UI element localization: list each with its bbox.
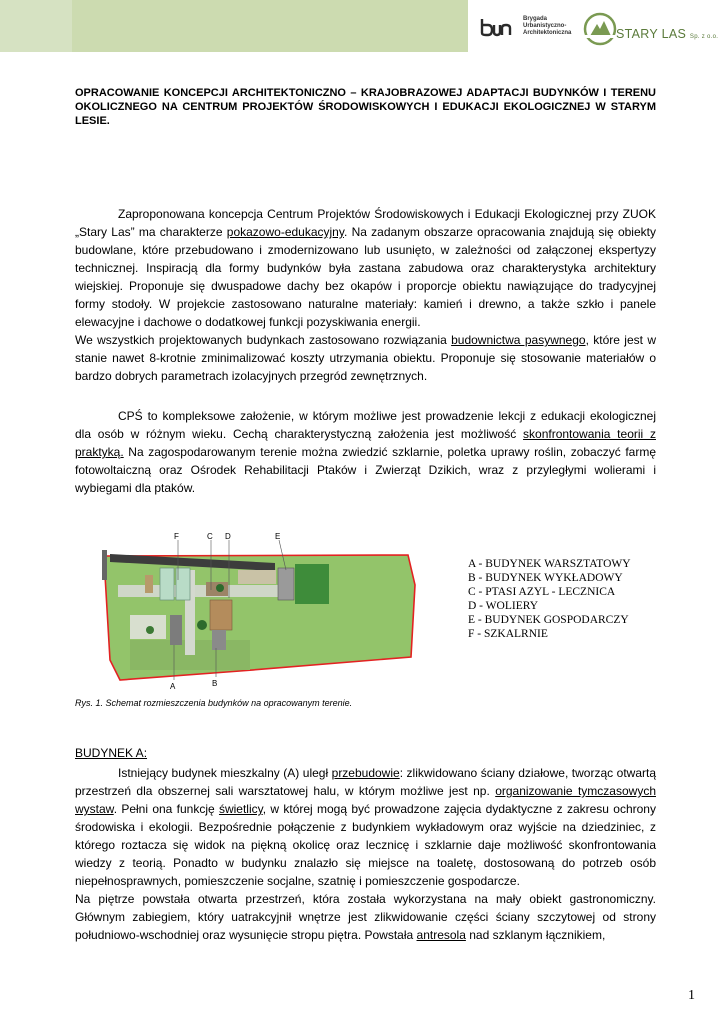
link-wystawy[interactable]: organizowanie tymczasowych wystaw	[75, 784, 656, 816]
intro-paragraphs	[75, 205, 656, 385]
header-band-accent	[0, 0, 72, 52]
building-b	[212, 630, 226, 650]
link-budownictwo[interactable]: budownictwa pasywnego	[451, 333, 586, 347]
bun-logo-icon	[480, 17, 514, 37]
brygada-logo-text: Brygada Urbanistyczno- Architektoniczna	[523, 16, 572, 36]
road-vertical	[102, 550, 107, 580]
stary-las-logo-text: STARY LAS Sp. z o.o.	[616, 27, 719, 41]
document-title: OPRACOWANIE KONCEPCJI ARCHITEKTONICZNO – KRAJOBRAZOWEJ ADAPTACJI BUDYNKÓW I TERENU OKOLICZNEGO NA CENTRUM PROJEKTÓW ŚRODOWISKOWYCH I EDUKACJI EKOLOGICZNEJ W STARYM LESIE.	[75, 87, 656, 127]
map-legend	[468, 557, 631, 641]
legend-item: D - WOLIERY	[468, 600, 539, 612]
map-label-c: C	[207, 532, 213, 541]
link-skonfrontowania[interactable]: skonfrontowania teorii z praktyką.	[75, 427, 656, 459]
shed	[145, 575, 153, 593]
cps-paragraph-wrap	[75, 407, 656, 497]
greenhouse-1	[160, 568, 174, 600]
link-antresola[interactable]: antresola	[416, 928, 466, 942]
paragraph-cps: CPŚ to kompleksowe założenie, w którym możliwe jest prowadzenie lekcji z edukacji ekologicznej dla osób w różnym wieku. Cechą charakterystyczną założenia jest możliwość skonfrontowania teorii z praktyką. Na zagospodarowanym terenie można zwiedzić szklarnie, poletka uprawy roślin, zobaczyć farmę fotowoltaiczną oraz Ośrodek Rehabilitacji Ptaków i Zwierząt Dzikich, wraz z przyległymi wolierami i wybiegami dla ptaków.	[75, 409, 656, 495]
paragraph-concept: Zaproponowana koncepcja Centrum Projektów Środowiskowych i Edukacji Ekologicznej przy ZUOK „Stary Las” ma charakterze pokazowo-edukacyjny. Na zadanym obszarze opracowania znajdują się obiekty budowlane, które przebudowano i zmodernizowano lub usunięto, w zależności od załączonej ekspertyzy technicznej. Inspiracją dla formy budynków była zastana zabudowa oraz charakterystyka architektury wiejskiej. Proponuje się dwuspadowe dachy bez okapów i proporcje obiektu nawiązujące do tradycyjnej formy stodoły. W projekcie zastosowano naturalne materiały: kamień i drewno, a także szkło i panele elewacyjne i dachowe o dodatkowej funkcji pozyskiwania energii.	[75, 207, 656, 329]
field-dark	[295, 564, 329, 604]
paragraph-building-a: Istniejący budynek mieszkalny (A) uległ przebudowie: zlikwidowano ściany działowe, tworząc otwartą przestrzeń dla obszernej sali warsztatowej halu, w którym możliwe jest np. organizowanie tymczasowych wystaw. Pełni ona funkcję świetlicy, w której mogą być prowadzone zajęcia dydaktyczne z zakresu ochrony środowiska i ekologii. Bezpośrednie połączenie z budynkiem wykładowym oraz wyjście na dziedziniec, z którego roztacza się widok na piękną okolicę oraz lecznicę i szklarnie daje możliwość skonfrontowania wiedzy z teorią. Ponadto w budynku znalazło się miejsce na toaletę, dostosowaną do potrzeb osób niepełnosprawnych, pomieszczenie socjalne, szatnię i pomieszczenie gospodarcze.	[75, 766, 656, 888]
header-band	[0, 0, 468, 52]
building-a	[170, 615, 182, 645]
building-e	[278, 568, 294, 600]
aviaries	[238, 570, 276, 584]
legend-item: A - BUDYNEK WARSZTATOWY	[468, 558, 631, 570]
site-plan-map	[90, 530, 420, 690]
section-title-budynek-a: BUDYNEK A:	[75, 746, 148, 760]
legend-item: B - BUDYNEK WYKŁADOWY	[468, 572, 623, 584]
map-label-d: D	[225, 532, 231, 541]
map-label-b: B	[212, 679, 218, 688]
paragraph-first-floor: Na piętrze powstała otwarta przestrzeń, która została wykorzystana na mały obiekt gastronomiczny. Głównym zabiegiem, który uatrakcyjnił wnętrze jest zlikwidowanie części ściany szczytowej od strony południowo-wschodniej oraz wysunięcie stropu piętra. Powstała antresola nad szklanym łącznikiem,	[75, 892, 656, 942]
legend-item: C - PTASI AZYL - LECZNICA	[468, 586, 616, 598]
link-przebudowie[interactable]: przebudowie	[331, 766, 400, 780]
tree-logo-icon	[582, 12, 618, 46]
figure-caption: Rys. 1. Schemat rozmieszczenia budynków na opracowanym terenie.	[75, 698, 353, 708]
paragraph-passive: We wszystkich projektowanych budynkach zastosowano rozwiązania budownictwa pasywnego, które jest w stanie nawet 8-krotnie zminimalizować koszty utrzymania obiektu. Proponuje się stosowanie materiałów o bardzo dobrych parametrach izolacyjnych przegród zewnętrznych.	[75, 333, 656, 383]
map-label-f: F	[174, 532, 179, 541]
map-label-e: E	[275, 532, 281, 541]
building-d	[210, 600, 232, 630]
legend-item: E - BUDYNEK GOSPODARCZY	[468, 614, 629, 626]
map-label-a: A	[170, 682, 176, 690]
page-number: 1	[688, 988, 695, 1003]
legend-item: F - SZKALRNIE	[468, 628, 548, 640]
link-swietlicy[interactable]: świetlicy	[218, 802, 263, 816]
building-a-paragraphs	[75, 764, 656, 944]
link-pokazowo[interactable]: pokazowo-edukacyjny	[226, 225, 344, 239]
path-1	[118, 585, 283, 597]
